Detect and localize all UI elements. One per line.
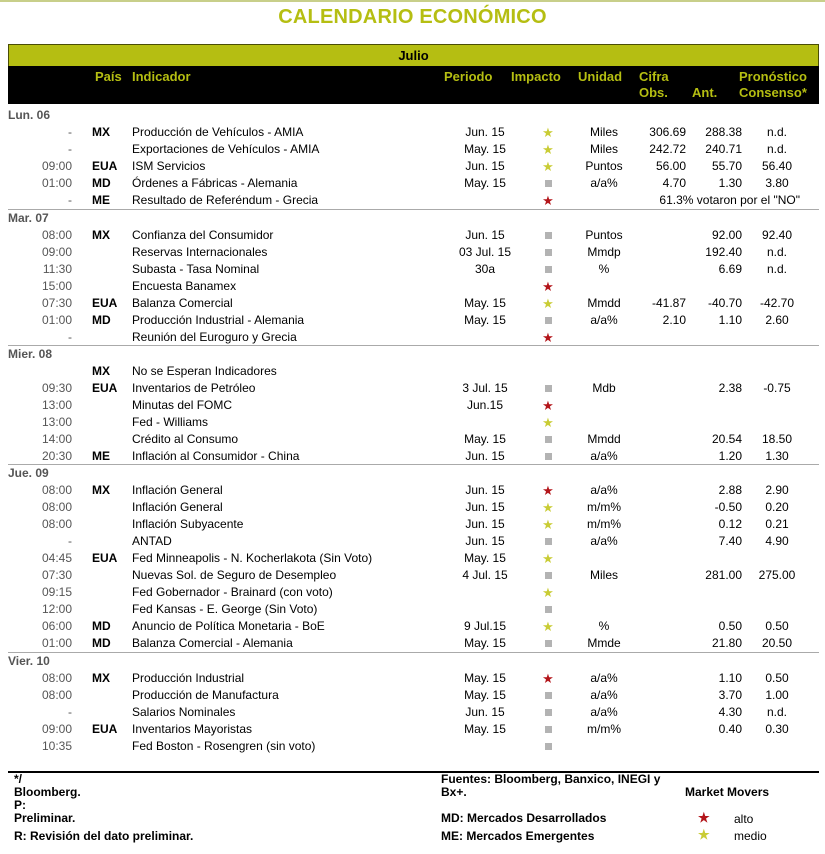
- row-time: 08:00: [41, 517, 72, 531]
- impact-medium-star-icon: ★: [542, 415, 554, 430]
- table-row: [8, 482, 819, 499]
- row-observed: 56.00: [655, 159, 686, 173]
- table-row: [8, 312, 819, 329]
- row-indicator: Confianza del Consumidor: [132, 228, 274, 242]
- impact-low-square-icon: [520, 431, 576, 448]
- row-time: 08:00: [41, 228, 72, 242]
- header-impacto: Impacto: [511, 69, 561, 84]
- impact-high-star-icon: ★: [542, 279, 554, 294]
- row-forecast: n.d.: [766, 262, 787, 276]
- row-country: EUA: [92, 551, 118, 565]
- row-country: MD: [92, 176, 111, 190]
- row-unit: m/m%: [587, 500, 621, 514]
- row-time: 09:30: [41, 381, 72, 395]
- row-previous: 1.20: [718, 449, 742, 463]
- impact-low-square-icon: [520, 175, 576, 192]
- row-unit: %: [598, 619, 610, 633]
- row-unit: Mmdp: [587, 245, 621, 259]
- impact-medium-star-icon: ★: [542, 500, 554, 515]
- row-unit: Puntos: [585, 159, 623, 173]
- row-time: 06:00: [41, 619, 72, 633]
- row-time: 04:45: [41, 551, 72, 565]
- row-unit: Miles: [589, 125, 618, 139]
- table-row: [8, 721, 819, 738]
- table-row: [8, 278, 819, 295]
- table-row: [8, 601, 819, 618]
- row-unit: a/a%: [590, 449, 618, 463]
- row-period: Jun. 15: [465, 705, 505, 719]
- row-observed: 2.10: [662, 313, 686, 327]
- row-forecast: n.d.: [766, 125, 787, 139]
- header-consenso: Consenso*: [739, 85, 807, 100]
- row-forecast: -0.75: [763, 381, 791, 395]
- table-row: [8, 380, 819, 397]
- row-period: May. 15: [464, 313, 506, 327]
- row-country: MX: [92, 364, 110, 378]
- row-previous: 281.00: [705, 568, 742, 582]
- day-label: Lun. 06: [8, 108, 51, 122]
- legend-medio-label: medio: [734, 829, 767, 843]
- row-period: 9 Jul.15: [463, 619, 507, 633]
- row-period: May. 15: [464, 296, 506, 310]
- row-period: Jun. 15: [465, 228, 505, 242]
- table-row: [8, 158, 819, 175]
- row-previous: 1.30: [718, 176, 742, 190]
- row-period: May. 15: [464, 551, 506, 565]
- row-period: Jun. 15: [465, 159, 505, 173]
- row-country: EUA: [92, 722, 118, 736]
- footer-p: P:: [14, 798, 26, 812]
- row-indicator: Anuncio de Política Monetaria - BoE: [132, 619, 325, 633]
- row-indicator: Minutas del FOMC: [132, 398, 233, 412]
- day-label: Vier. 10: [8, 654, 50, 668]
- table-row: [8, 516, 819, 533]
- row-indicator: Producción de Vehículos - AMIA: [132, 125, 304, 139]
- row-forecast: 2.60: [765, 313, 789, 327]
- impact-low-square-icon: [520, 567, 576, 584]
- row-forecast: 3.80: [765, 176, 789, 190]
- footer-revision: R: Revisión del dato preliminar.: [14, 829, 194, 843]
- row-time: 13:00: [41, 398, 72, 412]
- table-row: [8, 550, 819, 567]
- row-period: 03 Jul. 15: [458, 245, 512, 259]
- row-unit: Mmde: [587, 636, 621, 650]
- row-previous: -0.50: [714, 500, 742, 514]
- row-period: May. 15: [464, 688, 506, 702]
- footer-star-note: */: [14, 772, 23, 786]
- row-unit: Miles: [589, 142, 618, 156]
- row-unit: a/a%: [590, 483, 618, 497]
- table-row: [8, 141, 819, 158]
- table-row: [8, 329, 819, 346]
- impact-high-star-icon: ★: [542, 483, 554, 498]
- footer-rule: [8, 771, 819, 773]
- row-time: 01:00: [41, 636, 72, 650]
- impact-high-star-icon: ★: [542, 330, 554, 345]
- row-country: MD: [92, 636, 111, 650]
- table-row: [8, 192, 819, 209]
- row-period: Jun. 15: [465, 534, 505, 548]
- row-indicator: Balanza Comercial: [132, 296, 233, 310]
- row-indicator: Producción de Manufactura: [132, 688, 279, 702]
- row-period: Jun. 15: [465, 500, 505, 514]
- footer-md: MD: Mercados Desarrollados: [441, 811, 607, 825]
- row-forecast: 1.00: [765, 688, 789, 702]
- row-time: 09:00: [41, 159, 72, 173]
- header-ant: Ant.: [692, 85, 718, 100]
- row-period: May. 15: [464, 671, 506, 685]
- table-row: [8, 618, 819, 635]
- table-row: [8, 431, 819, 448]
- row-forecast: 2.90: [765, 483, 789, 497]
- row-country: ME: [92, 193, 110, 207]
- table-row: [8, 363, 819, 380]
- impact-medium-star-icon: ★: [542, 585, 554, 600]
- row-time: 11:30: [42, 262, 72, 276]
- impact-low-square-icon: [520, 244, 576, 261]
- row-indicator: Resultado de Referéndum - Grecia: [132, 193, 319, 207]
- row-indicator: Balanza Comercial - Alemania: [132, 636, 293, 650]
- impact-low-square-icon: [520, 227, 576, 244]
- row-country: MD: [92, 619, 111, 633]
- row-previous: 55.70: [711, 159, 742, 173]
- impact-low-square-icon: [520, 380, 576, 397]
- row-time: 01:00: [41, 313, 72, 327]
- row-period: May. 15: [464, 432, 506, 446]
- row-indicator: Encuesta Banamex: [132, 279, 237, 293]
- impact-medium-star-icon: ★: [542, 125, 554, 140]
- row-time: -: [68, 705, 72, 719]
- row-unit: Mmdd: [587, 432, 621, 446]
- header-pais: País: [95, 69, 122, 84]
- impact-low-square-icon: [520, 704, 576, 721]
- row-country: MX: [92, 125, 110, 139]
- row-previous: 240.71: [705, 142, 742, 156]
- impact-medium-star-icon: ★: [542, 296, 554, 311]
- row-time: 09:15: [41, 585, 72, 599]
- row-time: 08:00: [41, 688, 72, 702]
- header-unidad: Unidad: [578, 69, 623, 84]
- impact-medium-star-icon: ★: [542, 551, 554, 566]
- row-observed: 4.70: [662, 176, 686, 190]
- header-obs: Obs.: [639, 85, 668, 100]
- row-forecast: 0.30: [765, 722, 789, 736]
- row-unit: Mdb: [592, 381, 616, 395]
- row-country: EUA: [92, 381, 118, 395]
- table-row: [8, 175, 819, 192]
- row-forecast: 0.21: [765, 517, 789, 531]
- impact-low-square-icon: [520, 312, 576, 329]
- row-indicator: Producción Industrial - Alemania: [132, 313, 305, 327]
- day-label: Mier. 08: [8, 347, 53, 361]
- row-indicator: Fed Minneapolis - N. Kocherlakota (Sin Voto): [132, 551, 373, 565]
- table-row: [8, 533, 819, 550]
- row-period: Jun. 15: [465, 449, 505, 463]
- header-indicador: Indicador: [132, 69, 191, 84]
- impact-high-star-icon: ★: [542, 398, 554, 413]
- row-time: 08:00: [41, 483, 72, 497]
- row-forecast: 56.40: [761, 159, 793, 173]
- row-time: 20:30: [41, 449, 72, 463]
- day-label: Jue. 09: [8, 466, 49, 480]
- table-row: [8, 295, 819, 312]
- row-forecast: 0.50: [765, 671, 789, 685]
- table-header: [8, 66, 819, 104]
- row-observed: 242.72: [649, 142, 686, 156]
- row-indicator: Inflación General: [132, 483, 223, 497]
- row-period: 30a: [474, 262, 496, 276]
- row-previous: 1.10: [718, 313, 742, 327]
- row-country: MX: [92, 228, 110, 242]
- row-unit: a/a%: [590, 176, 618, 190]
- row-period: May. 15: [464, 636, 506, 650]
- row-previous: 192.40: [705, 245, 742, 259]
- row-period: May. 15: [464, 142, 506, 156]
- row-time: 12:00: [41, 602, 72, 616]
- row-time: 01:00: [41, 176, 72, 190]
- row-indicator: Producción Industrial: [132, 671, 245, 685]
- row-indicator: Crédito al Consumo: [132, 432, 239, 446]
- row-country: EUA: [92, 159, 118, 173]
- table-row: [8, 738, 819, 755]
- impact-low-square-icon: [520, 448, 576, 465]
- impact-medium-star-icon: ★: [542, 619, 554, 634]
- row-forecast: n.d.: [766, 705, 787, 719]
- row-forecast: 4.90: [765, 534, 789, 548]
- row-indicator: Exportaciones de Vehículos - AMIA: [132, 142, 320, 156]
- row-forecast: n.d.: [766, 142, 787, 156]
- table-row: [8, 397, 819, 414]
- row-time: -: [68, 142, 72, 156]
- row-period: Jun.15: [466, 398, 504, 412]
- row-forecast: 0.20: [765, 500, 789, 514]
- row-time: 08:00: [41, 671, 72, 685]
- row-previous: 4.30: [718, 705, 742, 719]
- top-rule: [0, 0, 825, 2]
- row-indicator: Inflación General: [132, 500, 223, 514]
- month-bar: Julio: [8, 44, 819, 66]
- row-time: 14:00: [41, 432, 72, 446]
- footer-me: ME: Mercados Emergentes: [441, 829, 595, 843]
- legend-medio-star-icon: ★: [698, 827, 710, 842]
- row-forecast: 0.50: [765, 619, 789, 633]
- row-forecast: 20.50: [761, 636, 793, 650]
- row-time: 09:00: [41, 722, 72, 736]
- row-period: Jun. 15: [465, 125, 505, 139]
- impact-medium-star-icon: ★: [542, 159, 554, 174]
- impact-high-star-icon: ★: [542, 671, 554, 686]
- impact-medium-star-icon: ★: [542, 142, 554, 157]
- impact-low-square-icon: [520, 635, 576, 652]
- row-previous: 0.12: [718, 517, 742, 531]
- footer-bloomberg: Bloomberg.: [14, 785, 81, 799]
- row-unit: a/a%: [590, 534, 618, 548]
- row-forecast: 18.50: [761, 432, 793, 446]
- day-label: Mar. 07: [8, 211, 49, 225]
- row-unit: Mmdd: [587, 296, 621, 310]
- table-row: [8, 244, 819, 261]
- row-indicator: Inflación Subyacente: [132, 517, 244, 531]
- row-time: -: [68, 125, 72, 139]
- row-period: 3 Jul. 15: [462, 381, 508, 395]
- table-row: [8, 567, 819, 584]
- row-indicator: Reunión del Euroguro y Grecia: [132, 330, 297, 344]
- row-indicator: No se Esperan Indicadores: [132, 364, 277, 378]
- row-indicator: Reservas Internacionales: [132, 245, 268, 259]
- row-note: 61.3% votaron por el "NO": [659, 193, 800, 207]
- footer-fuentes-2: Bx+.: [441, 785, 467, 799]
- row-indicator: Fed Gobernador - Brainard (con voto): [132, 585, 333, 599]
- row-period: Jun. 15: [465, 517, 505, 531]
- row-unit: a/a%: [590, 313, 618, 327]
- row-indicator: Fed Boston - Rosengren (sin voto): [132, 739, 316, 753]
- header-pronostico: Pronóstico: [739, 69, 807, 84]
- table-row: [8, 670, 819, 687]
- row-time: -: [68, 534, 72, 548]
- footer-preliminar: Preliminar.: [14, 811, 76, 825]
- table-row: [8, 704, 819, 721]
- row-period: 4 Jul. 15: [462, 568, 508, 582]
- row-previous: 92.00: [711, 228, 742, 242]
- impact-low-square-icon: [520, 533, 576, 550]
- row-time: 09:00: [41, 245, 72, 259]
- row-period: May. 15: [464, 176, 506, 190]
- table-row: [8, 635, 819, 652]
- impact-low-square-icon: [520, 687, 576, 704]
- legend-alto-label: alto: [734, 812, 754, 826]
- row-unit: a/a%: [590, 688, 618, 702]
- row-unit: Puntos: [585, 228, 623, 242]
- row-country: MX: [92, 671, 110, 685]
- row-indicator: ISM Servicios: [132, 159, 206, 173]
- row-unit: %: [598, 262, 610, 276]
- row-previous: 20.54: [711, 432, 742, 446]
- impact-low-square-icon: [520, 738, 576, 755]
- table-row: [8, 124, 819, 141]
- table-row: [8, 499, 819, 516]
- legend-alto-star-icon: ★: [698, 810, 710, 825]
- row-unit: m/m%: [587, 517, 621, 531]
- page-title: CALENDARIO ECONÓMICO: [278, 6, 547, 28]
- impact-low-square-icon: [520, 721, 576, 738]
- row-time: -: [68, 330, 72, 344]
- footer-fuentes-1: Fuentes: Bloomberg, Banxico, INEGI y: [441, 772, 661, 786]
- row-time: -: [68, 193, 72, 207]
- row-previous: 21.80: [711, 636, 742, 650]
- impact-low-square-icon: [520, 601, 576, 618]
- table-row: [8, 261, 819, 278]
- row-indicator: ANTAD: [132, 534, 172, 548]
- row-previous: 1.10: [718, 671, 742, 685]
- row-unit: m/m%: [587, 722, 621, 736]
- row-indicator: Salarios Nominales: [132, 705, 236, 719]
- row-time: 08:00: [41, 500, 72, 514]
- row-indicator: Subasta - Tasa Nominal: [132, 262, 260, 276]
- row-unit: Miles: [589, 568, 618, 582]
- row-previous: 0.50: [718, 619, 742, 633]
- row-forecast: n.d.: [766, 245, 787, 259]
- row-indicator: Inventarios de Petróleo: [132, 381, 256, 395]
- table-row: [8, 414, 819, 431]
- row-indicator: Inventarios Mayoristas: [132, 722, 253, 736]
- row-previous: 2.88: [718, 483, 742, 497]
- row-unit: a/a%: [590, 705, 618, 719]
- row-time: 10:35: [41, 739, 72, 753]
- row-indicator: Órdenes a Fábricas - Alemania: [132, 176, 298, 190]
- row-time: 07:30: [41, 568, 72, 582]
- header-periodo: Periodo: [444, 69, 493, 84]
- row-forecast: -42.70: [759, 296, 795, 310]
- table-row: [8, 687, 819, 704]
- row-previous: 0.40: [718, 722, 742, 736]
- row-period: Jun. 15: [465, 483, 505, 497]
- row-previous: 2.38: [718, 381, 742, 395]
- row-indicator: Fed Kansas - E. George (Sin Voto): [132, 602, 318, 616]
- impact-low-square-icon: [520, 261, 576, 278]
- table-row: [8, 448, 819, 465]
- header-cifra: Cifra: [639, 69, 669, 84]
- row-previous: -40.70: [707, 296, 742, 310]
- impact-medium-star-icon: ★: [542, 517, 554, 532]
- row-time: 07:30: [41, 296, 72, 310]
- row-indicator: Inflación al Consumidor - China: [132, 449, 300, 463]
- row-time: 15:00: [41, 279, 72, 293]
- row-previous: 6.69: [718, 262, 742, 276]
- row-country: EUA: [92, 296, 118, 310]
- row-forecast: 275.00: [758, 568, 796, 582]
- row-forecast: 1.30: [765, 449, 789, 463]
- row-indicator: Fed - Williams: [132, 415, 209, 429]
- table-row: [8, 584, 819, 601]
- row-unit: a/a%: [590, 671, 618, 685]
- row-period: May. 15: [464, 722, 506, 736]
- row-previous: 288.38: [705, 125, 742, 139]
- row-observed: 306.69: [649, 125, 686, 139]
- row-observed: -41.87: [651, 296, 686, 310]
- table-row: [8, 227, 819, 244]
- row-country: MX: [92, 483, 110, 497]
- row-previous: 3.70: [718, 688, 742, 702]
- impact-high-star-icon: ★: [542, 193, 554, 208]
- row-country: MD: [92, 313, 111, 327]
- row-time: 13:00: [41, 415, 72, 429]
- row-country: ME: [92, 449, 110, 463]
- footer-market-movers: Market Movers: [685, 785, 770, 799]
- row-indicator: Nuevas Sol. de Seguro de Desempleo: [132, 568, 337, 582]
- row-previous: 7.40: [718, 534, 742, 548]
- row-forecast: 92.40: [761, 228, 793, 242]
